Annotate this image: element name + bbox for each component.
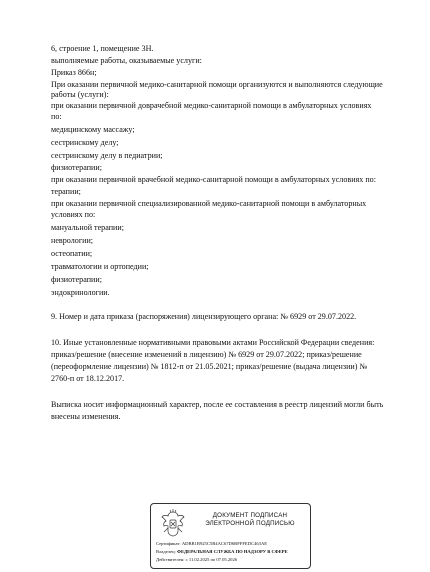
certificate-label: Сертификат: xyxy=(156,541,181,546)
text-line: сестринскому делу в педиатрии; xyxy=(51,151,163,160)
stamp-title-line1: ДОКУМЕНТ ПОДПИСАН xyxy=(212,512,288,519)
text-line: Выписка носит информационный характер, после ее составления в реестр лицензий могли быть xyxy=(51,400,384,409)
text-line: физиотерапии; xyxy=(51,163,102,172)
text-line: мануальной терапии; xyxy=(51,223,124,232)
owner-label: Владелец: xyxy=(156,549,176,554)
owner-row xyxy=(156,549,288,555)
text-line: 2760-п от 18.12.2017. xyxy=(51,374,125,383)
stamp-title-line2: ЭЛЕКТРОННОЙ ПОДПИСЬЮ xyxy=(205,520,295,527)
text-line: при оказании первичной специализированной медико-санитарной помощи в амбулаторных xyxy=(51,199,367,208)
text-line: работы (услуги): xyxy=(51,90,109,99)
text-line: Приказ 866н; xyxy=(51,68,97,77)
text-line: 9. Номер и дата приказа (распоряжения) лицензирующего органа: № 6929 от 29.07.2022. xyxy=(51,312,357,321)
text-line: (переоформление лицензии) № 1812-п от 21.05.2021; приказ/решение (выдача лицензии) № xyxy=(51,362,368,371)
validity-label: Действителен: xyxy=(156,557,185,562)
text-line: физиотерапии; xyxy=(51,275,102,284)
text-line: внесены изменения. xyxy=(51,412,121,421)
validity-row xyxy=(156,557,237,563)
text-line: остеопатии; xyxy=(51,249,93,258)
text-line: травматологии и ортопедии; xyxy=(51,262,149,271)
text-line: по: xyxy=(51,112,62,121)
owner-value: ФЕДЕРАЛЬНАЯ СЛУЖБА ПО НАДЗОРУ В СФЕРЕ xyxy=(177,549,288,554)
validity-value: с 11.02.2025 по 07.05.2026 xyxy=(185,557,238,562)
text-line: 6, строение 1, помещение 3Н. xyxy=(51,44,154,53)
text-line: при оказании первичной доврачебной медико-санитарной помощи в амбулаторных условиях xyxy=(51,101,372,110)
text-line: приказ/решение (внесение изменений в лицензию) № 6929 от 29.07.2022; приказ/решение xyxy=(51,350,362,359)
text-line: 10. Иные установленные нормативными правовыми актами Российской Федерации сведения: xyxy=(51,338,375,347)
text-line: терапии; xyxy=(51,187,81,196)
text-line: медицинскому массажу; xyxy=(51,125,135,134)
certificate-row xyxy=(156,541,267,547)
text-line: При оказании первичной медико-санитарной помощи организуются и выполняются следующие xyxy=(51,80,383,89)
text-line: выполняемые работы, оказываемые услуги: xyxy=(51,56,202,65)
text-line: условиях по: xyxy=(51,210,96,219)
electronic-signature-stamp xyxy=(150,503,311,569)
text-line: эндокринологии. xyxy=(51,288,110,297)
coat-of-arms-icon xyxy=(159,508,187,538)
text-line: неврологии; xyxy=(51,236,94,245)
text-line: при оказании первичной врачебной медико-санитарной помощи в амбулаторных условиях по: xyxy=(51,175,376,184)
certificate-value: ADBB1B925C5B4AC67D6BFFFEDC463AE xyxy=(181,541,268,546)
text-line: сестринскому делу; xyxy=(51,138,119,147)
